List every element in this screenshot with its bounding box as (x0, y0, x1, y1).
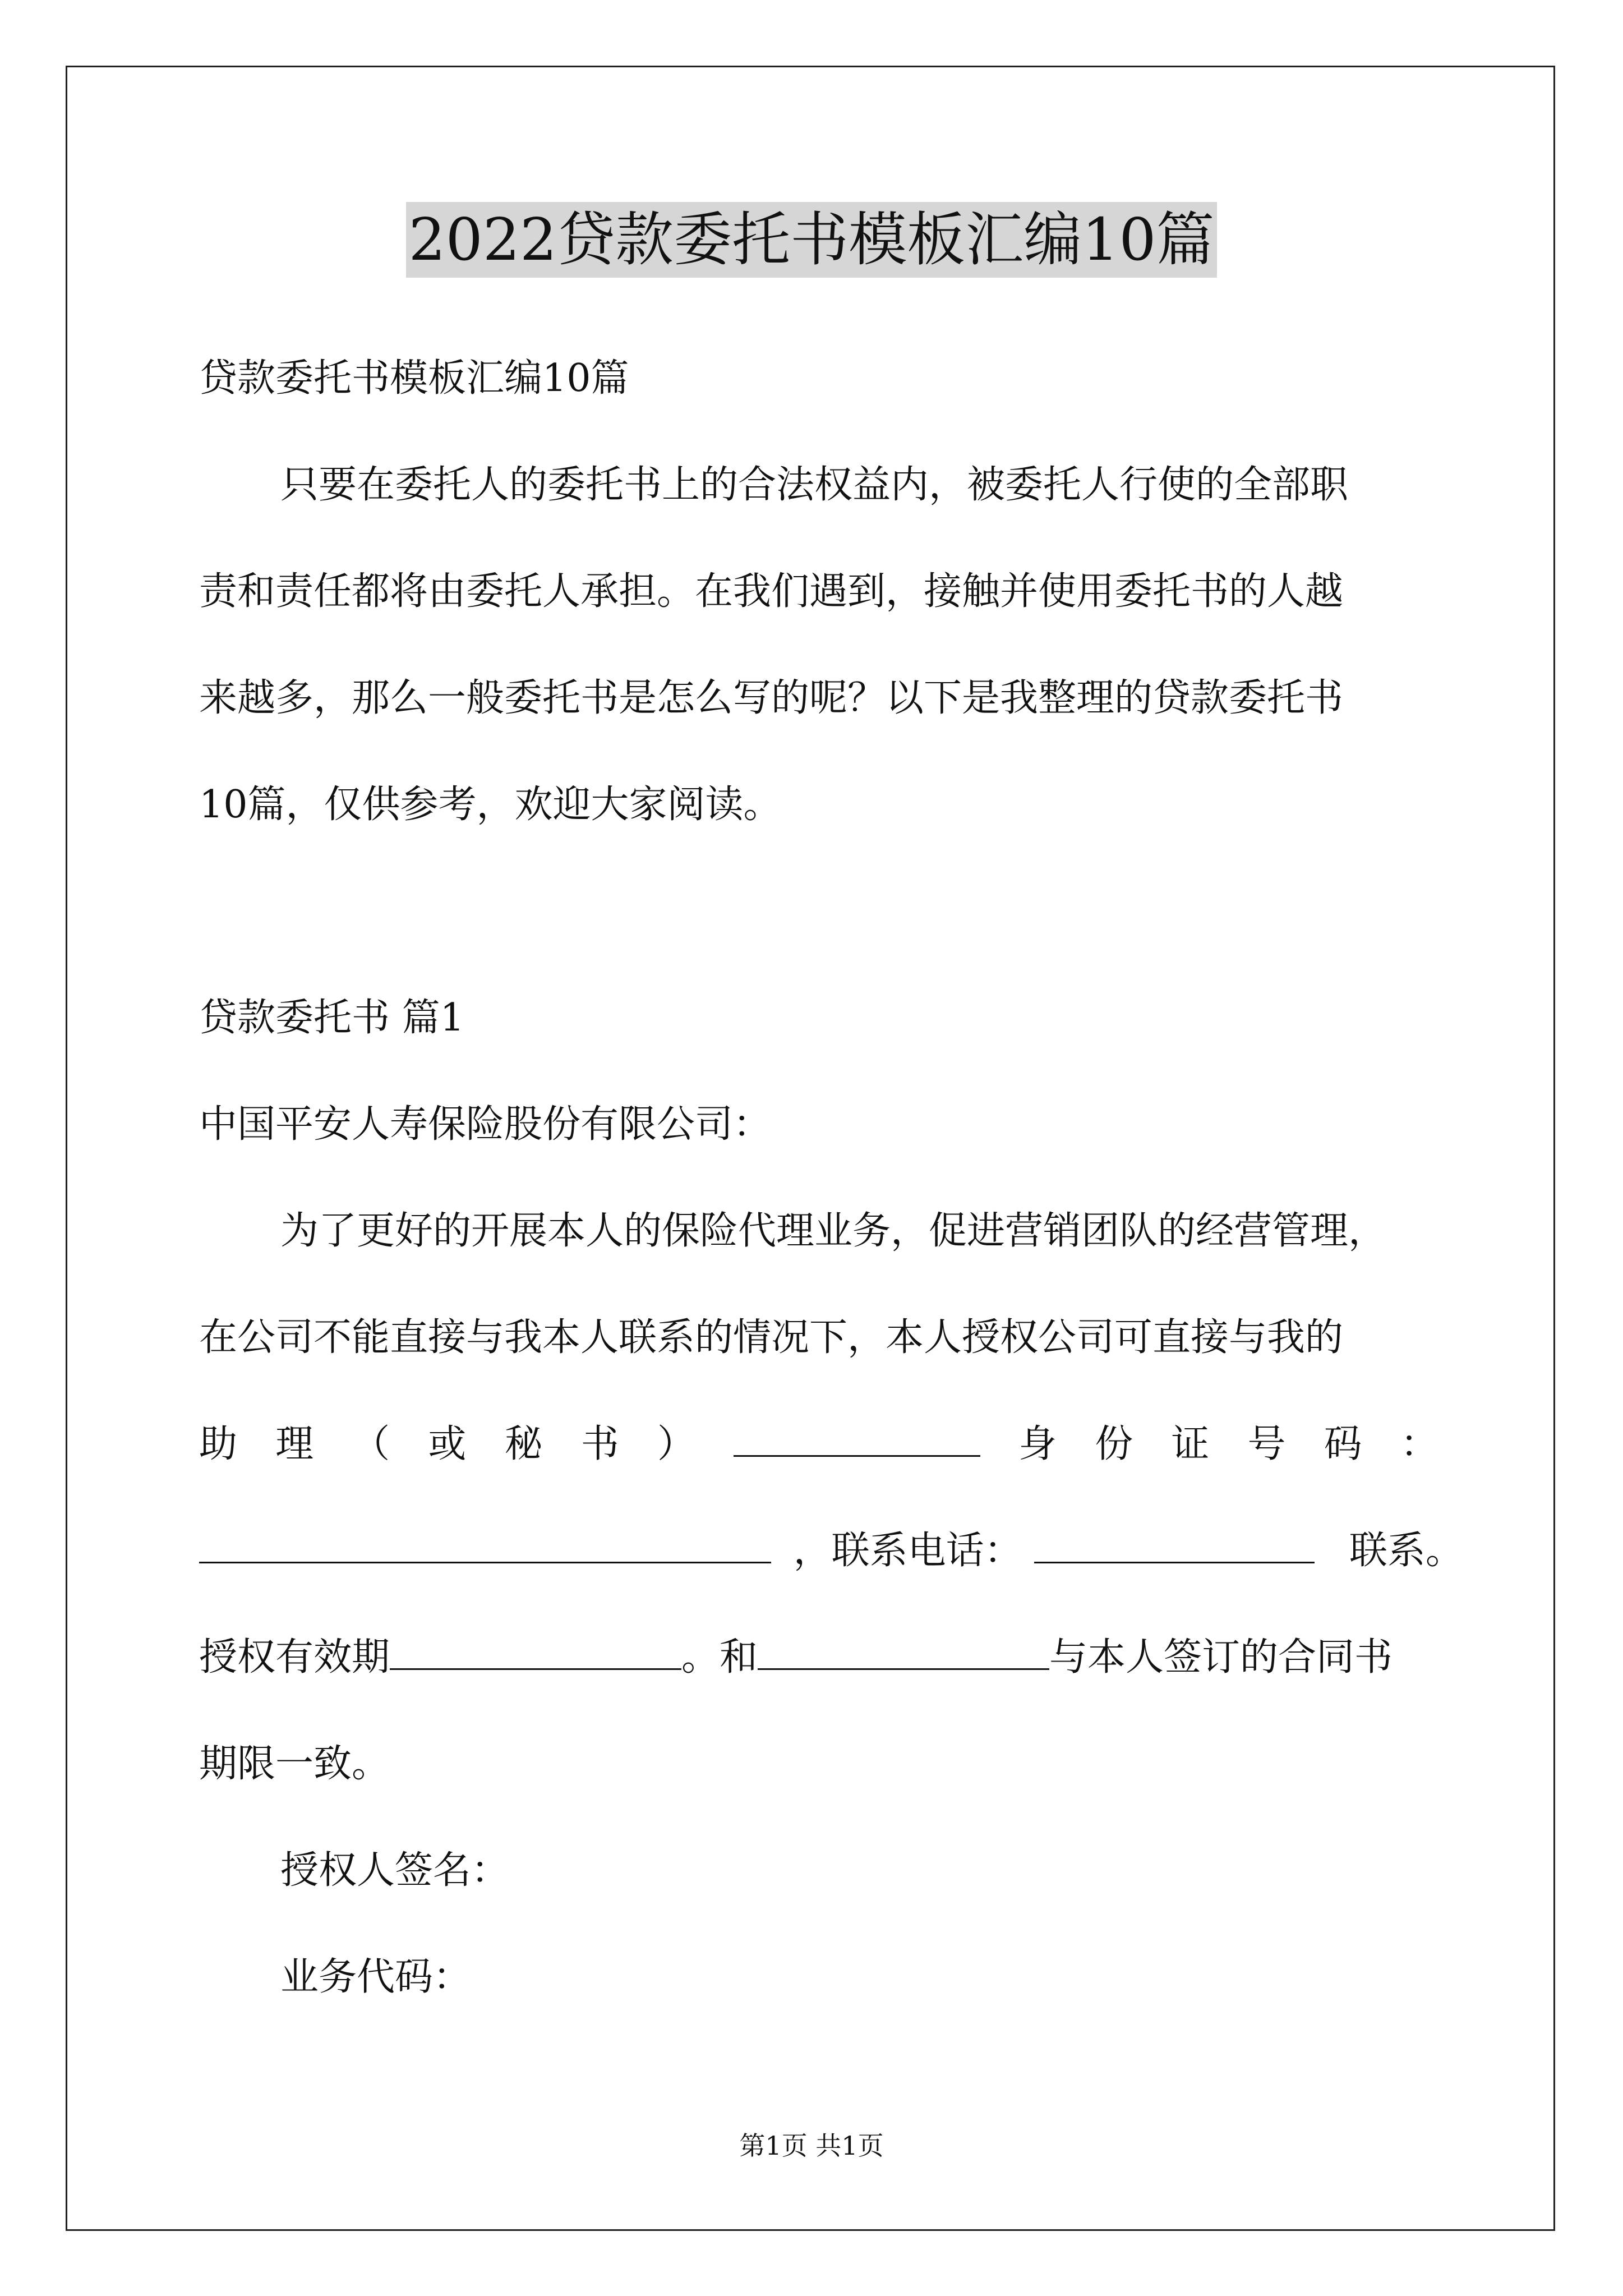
title-wrapper (0, 202, 1623, 278)
body-line-1: 为了更好的开展本人的保险代理业务，促进营销团队的经营管理， (280, 1209, 1387, 1253)
validity-blank[interactable] (390, 1635, 681, 1670)
assistant-name-blank[interactable] (734, 1421, 980, 1457)
signature-label: 授权人签名： (280, 1848, 510, 1893)
body-line-2: 在公司不能直接与我本人联系的情况下，本人授权公司可直接与我的 (199, 1315, 1344, 1360)
body-line-4 (199, 1526, 1464, 1576)
intro-line-3: 来越多，那么一般委托书是怎么写的呢？以下是我整理的贷款委托书 (199, 676, 1344, 720)
contract-text: 与本人签订的合同书 (1049, 1635, 1393, 1680)
validity-label: 授权有效期 (199, 1635, 390, 1680)
char: 身 (1018, 1422, 1057, 1466)
char: ： (1400, 1422, 1438, 1466)
intro-line-2: 责和责任都将由委托人承担。在我们遇到，接触并使用委托书的人越 (199, 569, 1344, 614)
char: 书 (580, 1422, 619, 1466)
business-code-label: 业务代码： (280, 1955, 472, 1999)
section-heading: 贷款委托书 篇1 (199, 996, 464, 1040)
intro-line-1: 只要在委托人的委托书上的合法权益内，被委托人行使的全部职 (280, 463, 1349, 507)
contact-text: 联系。 (1349, 1529, 1464, 1573)
body-line-5 (199, 1632, 1438, 1683)
char: 份 (1095, 1422, 1133, 1466)
char: ） (657, 1422, 695, 1466)
char: 码 (1324, 1422, 1362, 1466)
addressee: 中国平安人寿保险股份有限公司： (199, 1102, 772, 1147)
phone-label: ，联系电话： (793, 1529, 1022, 1573)
phone-blank[interactable] (1034, 1528, 1315, 1563)
intro-line-4: 10篇，仅供参考，欢迎大家阅读。 (199, 783, 782, 827)
char: 秘 (504, 1422, 543, 1466)
char: 或 (428, 1422, 467, 1466)
char: 助 (199, 1422, 238, 1466)
char: （ (352, 1422, 390, 1466)
and-text: 。和 (681, 1635, 758, 1680)
page-footer: 第1页 共1页 (739, 2131, 884, 2161)
subtitle: 贷款委托书模板汇编10篇 (199, 356, 629, 401)
body-line-3 (199, 1419, 1438, 1470)
party-blank[interactable] (758, 1635, 1049, 1670)
document-title: 2022贷款委托书模板汇编10篇 (406, 202, 1216, 278)
char: 号 (1247, 1422, 1286, 1466)
char: 理 (275, 1422, 314, 1466)
char: 证 (1171, 1422, 1210, 1466)
id-number-blank[interactable] (199, 1528, 771, 1563)
body-line-6: 期限一致。 (199, 1742, 390, 1786)
